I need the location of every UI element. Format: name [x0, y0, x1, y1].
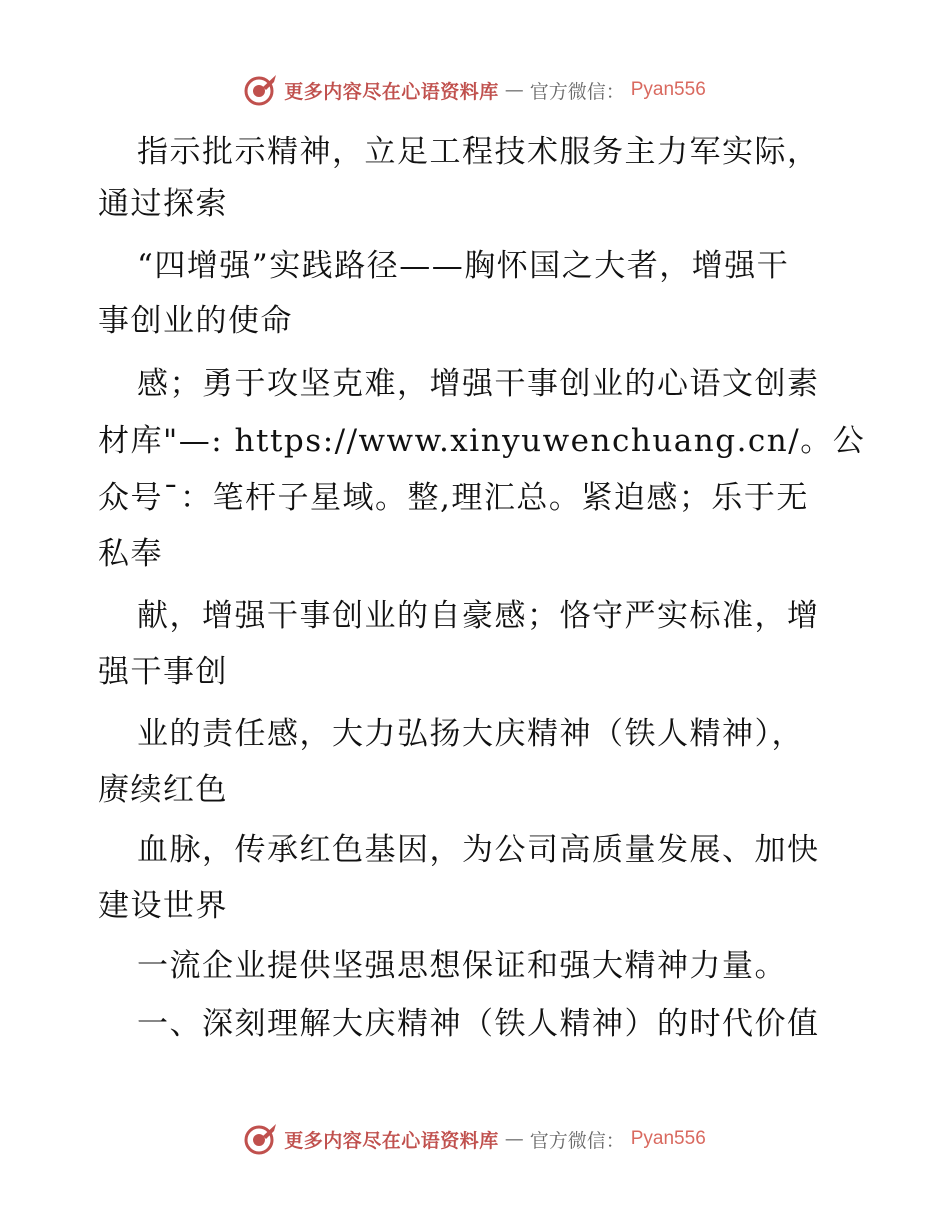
- watermark-separator: —: [504, 1128, 524, 1150]
- section-heading: 一、深刻理解大庆精神（铁人精神）的时代价值: [137, 1006, 820, 1042]
- text-line: 众号¯：笔杆子星域。整,理汇总。紧迫感；乐于无: [98, 480, 809, 516]
- quill-seal-icon: [244, 1122, 278, 1156]
- text-line: 血脉，传承红色基因，为公司高质量发展、加快: [137, 832, 820, 868]
- text-line: 强干事创: [98, 654, 228, 690]
- text-line: 赓续红色: [98, 772, 228, 808]
- watermark-text: 更多内容尽在心语资料库: [284, 1129, 499, 1152]
- text-line: 私奉: [98, 536, 163, 572]
- watermark-id: Pyan556: [630, 1128, 706, 1149]
- watermark-sub: 官方微信：: [529, 1129, 625, 1152]
- footer-watermark: [0, 1121, 950, 1157]
- text-line: 指示批示精神，立足工程技术服务主力军实际，: [137, 134, 820, 170]
- watermark-id: Pyan556: [630, 79, 706, 100]
- text-line: 一流企业提供坚强思想保证和强大精神力量。: [137, 948, 787, 984]
- watermark-text: 更多内容尽在心语资料库: [284, 80, 499, 103]
- quill-seal-icon: [244, 73, 278, 107]
- text-line: 感；勇于攻坚克难，增强干事创业的心语文创素: [137, 366, 820, 402]
- watermark-separator: —: [504, 79, 524, 101]
- text-line: 通过探索: [98, 186, 228, 222]
- text-line: 业的责任感，大力弘扬大庆精神（铁人精神），: [137, 716, 804, 752]
- text-line: 献，增强干事创业的自豪感；恪守严实标准，增: [137, 598, 820, 634]
- watermark-sub: 官方微信：: [529, 80, 625, 103]
- text-line: 材库"—: https://www.xinyuwenchuang.cn/。公: [98, 423, 866, 459]
- text-line: “四增强”实践路径——胸怀国之大者，增强干: [137, 248, 790, 284]
- text-line: 事创业的使命: [98, 303, 293, 339]
- text-line: 建设世界: [98, 888, 228, 924]
- header-watermark: [0, 72, 950, 108]
